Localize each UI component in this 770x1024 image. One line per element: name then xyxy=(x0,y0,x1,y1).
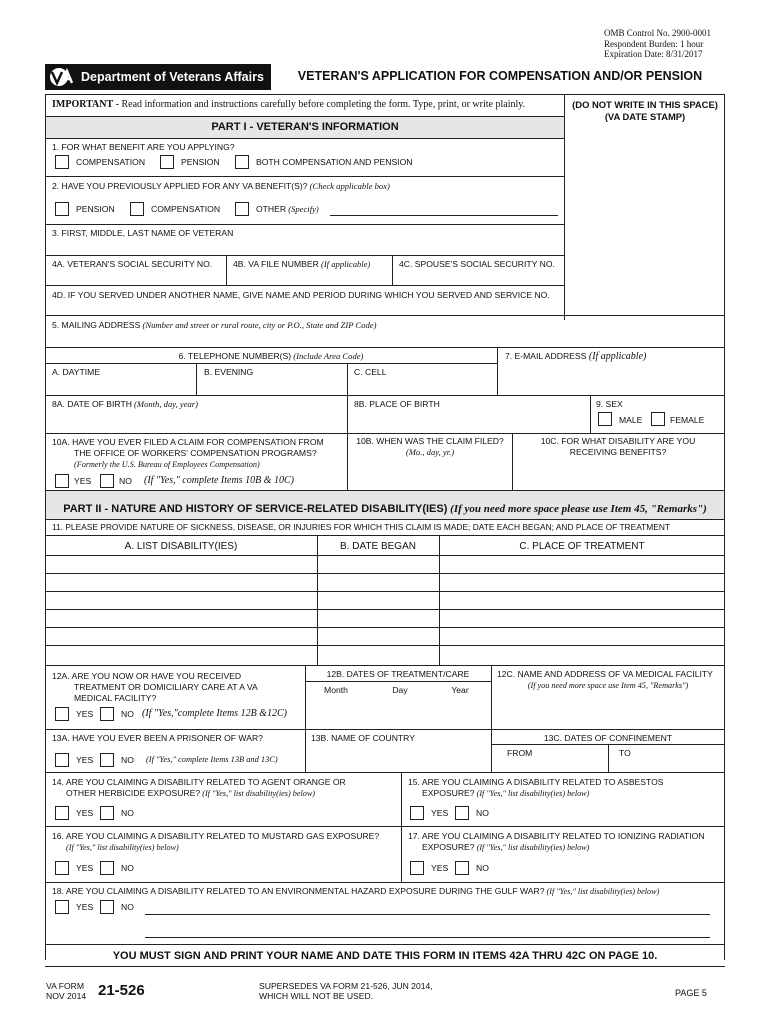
q17-yes-checkbox[interactable] xyxy=(410,861,424,875)
q2-other-note: (Specify) xyxy=(286,204,319,214)
col-list-disability: A. LIST DISABILITY(IES) xyxy=(124,541,238,552)
q7-label xyxy=(505,351,646,362)
va-date-stamp-area xyxy=(566,99,724,123)
q18-disability-line[interactable] xyxy=(145,937,710,938)
q15-no-checkbox[interactable] xyxy=(455,806,469,820)
important-label: IMPORTANT xyxy=(52,99,114,110)
q13b-label: 13B. NAME OF COUNTRY xyxy=(311,733,415,743)
va-seal-icon xyxy=(49,67,77,87)
q14-no-checkbox[interactable] xyxy=(100,806,114,820)
q17-note: (If "Yes," list disability(ies) below) xyxy=(474,843,590,852)
q10a-yes-checkbox[interactable] xyxy=(55,474,69,488)
q4a-label: 4A. VETERAN'S SOCIAL SECURITY NO. xyxy=(52,259,213,269)
q18-yes-checkbox[interactable] xyxy=(55,900,69,914)
q2-compensation-checkbox[interactable] xyxy=(130,202,144,216)
supersedes-line1: SUPERSEDES VA FORM 21-526, JUN 2014, xyxy=(259,981,433,991)
q16-line1: 16. ARE YOU CLAIMING A DISABILITY RELATED TO MUSTARD GAS EXPOSURE? xyxy=(52,831,380,841)
q5-note: (Number and street or rural route, city or P.O., State and ZIP Code) xyxy=(140,320,377,330)
q13c-from: FROM xyxy=(507,748,533,758)
q13a-note: (If "Yes," complete Items 13B and 13C) xyxy=(146,755,278,764)
q9-label: 9. SEX xyxy=(596,399,623,409)
form-date: NOV 2014 xyxy=(46,991,87,1001)
q4b-text: 4B. VA FILE NUMBER xyxy=(233,259,319,269)
q17-no-checkbox[interactable] xyxy=(455,861,469,875)
q12a-yes-checkbox[interactable] xyxy=(55,707,69,721)
q10a-no-label: NO xyxy=(119,476,132,486)
q9-female-checkbox[interactable] xyxy=(651,412,665,426)
col-date-began: B. DATE BEGAN xyxy=(340,541,416,552)
part1-title: PART I - VETERAN'S INFORMATION xyxy=(211,121,399,133)
q1-both-checkbox[interactable] xyxy=(235,155,249,169)
table-row[interactable] xyxy=(45,627,725,628)
q2-other-checkbox[interactable] xyxy=(235,202,249,216)
q12a-no-label: NO xyxy=(121,709,134,719)
q10a-no-checkbox[interactable] xyxy=(100,474,114,488)
q1-opt-both: BOTH COMPENSATION AND PENSION xyxy=(256,157,413,167)
q16-note: (If "Yes," list disability(ies) below) xyxy=(66,843,179,852)
q10a-label xyxy=(52,437,324,470)
q4b-label xyxy=(233,259,370,269)
q12c-note: (If you need more space use Item 45, "Remarks") xyxy=(527,681,689,690)
form-label: VA FORM xyxy=(46,981,85,991)
q15-line2: EXPOSURE? xyxy=(422,788,475,798)
q16-no-label: NO xyxy=(121,863,134,873)
q18-no-checkbox[interactable] xyxy=(100,900,114,914)
sign-notice: YOU MUST SIGN AND PRINT YOUR NAME AND DATE THIS FORM IN ITEMS 42A THRU 42C ON PAGE 10. xyxy=(112,950,658,962)
q14-line2: OTHER HERBICIDE EXPOSURE? xyxy=(66,788,201,798)
q2-opt-pension: PENSION xyxy=(76,204,115,214)
q17-yes-label: YES xyxy=(431,863,449,873)
agency-name: Department of Veterans Affairs xyxy=(81,70,264,84)
q6b-evening-label: B. EVENING xyxy=(204,367,254,377)
q1-opt-pension: PENSION xyxy=(181,157,220,167)
stamp-line-2: (VA DATE STAMP) xyxy=(604,111,686,122)
q12c-label: 12C. NAME AND ADDRESS OF VA MEDICAL FACILITY xyxy=(497,669,713,679)
q13a-yes-label: YES xyxy=(76,755,94,765)
q16-yes-label: YES xyxy=(76,863,94,873)
q10c-label xyxy=(512,436,724,458)
q4d-label: 4D. IF YOU SERVED UNDER ANOTHER NAME, GIVE NAME AND PERIOD DURING WHICH YOU SERVED AND SERVICE NO. xyxy=(52,290,550,300)
q10b-label xyxy=(348,436,512,458)
q4c-label: 4C. SPOUSE'S SOCIAL SECURITY NO. xyxy=(399,259,555,269)
q12a-line3: MEDICAL FACILITY? xyxy=(74,693,157,703)
q15-label xyxy=(408,777,664,799)
q7-text: 7. E-MAIL ADDRESS xyxy=(505,351,587,361)
va-header-banner xyxy=(45,64,271,90)
q15-note: (If "Yes," list disability(ies) below) xyxy=(474,789,590,798)
q6-label xyxy=(46,351,496,361)
q18-disability-line[interactable] xyxy=(145,914,710,915)
q3-label: 3. FIRST, MIDDLE, LAST NAME OF VETERAN xyxy=(52,228,234,238)
q10a-line2: THE OFFICE OF WORKERS' COMPENSATION PROGRAMS? xyxy=(74,448,317,458)
q10b-text: 10B. WHEN WAS THE CLAIM FILED? xyxy=(356,436,504,446)
q2-label xyxy=(52,181,390,191)
q2-note: (Check applicable box) xyxy=(307,181,390,191)
form-number: 21-526 xyxy=(98,982,145,999)
q6-note: (Include Area Code) xyxy=(291,351,364,361)
q3-name-field[interactable] xyxy=(46,240,564,254)
important-text: - Read information and instructions carefully before completing the form. Type, print, or write plainly. xyxy=(113,99,526,110)
table-row[interactable] xyxy=(45,645,725,646)
q8a-label xyxy=(52,399,198,409)
q10a-line1: 10A. HAVE YOU EVER FILED A CLAIM FOR COMPENSATION FROM xyxy=(52,437,324,447)
q17-no-label: NO xyxy=(476,863,489,873)
q13a-no-label: NO xyxy=(121,755,134,765)
q10a-yes-label: YES xyxy=(74,476,92,486)
q12b-year: Year xyxy=(451,685,469,695)
col-place-treatment: C. PLACE OF TREATMENT xyxy=(519,541,645,552)
q17-label xyxy=(408,831,705,853)
q8b-label: 8B. PLACE OF BIRTH xyxy=(354,399,440,409)
q12a-yes-label: YES xyxy=(76,709,94,719)
q4b-note: (If applicable) xyxy=(318,259,371,269)
q16-label xyxy=(52,831,379,853)
q1-pension-checkbox[interactable] xyxy=(160,155,174,169)
table-row[interactable] xyxy=(45,573,725,574)
q14-no-label: NO xyxy=(121,808,134,818)
q18-label xyxy=(52,886,659,896)
q12b-label: 12B. DATES OF TREATMENT/CARE xyxy=(326,669,470,679)
q13a-label: 13A. HAVE YOU EVER BEEN A PRISONER OF WAR? xyxy=(52,733,263,743)
q6a-daytime-label: A. DAYTIME xyxy=(52,367,101,377)
q1-compensation-checkbox[interactable] xyxy=(55,155,69,169)
omb-block xyxy=(604,28,711,60)
q1-opt-compensation: COMPENSATION xyxy=(76,157,146,167)
q2-opt-compensation: COMPENSATION xyxy=(151,204,221,214)
q18-no-label: NO xyxy=(121,902,134,912)
q10c-line1: 10C. FOR WHAT DISABILITY ARE YOU xyxy=(540,436,696,446)
q15-yes-checkbox[interactable] xyxy=(410,806,424,820)
q9-male-label: MALE xyxy=(619,415,643,425)
q16-yes-checkbox[interactable] xyxy=(55,861,69,875)
q10c-line2: RECEIVING BENEFITS? xyxy=(569,447,667,457)
q8a-note: (Month, day, year) xyxy=(131,399,199,409)
table-row[interactable] xyxy=(45,591,725,592)
q5-label xyxy=(52,320,376,330)
q5-text: 5. MAILING ADDRESS xyxy=(52,320,141,330)
q2-pension-checkbox[interactable] xyxy=(55,202,69,216)
omb-control: OMB Control No. 2900-0001 xyxy=(604,28,712,38)
q10b-note: (Mo., day, yr.) xyxy=(405,447,455,457)
q12b-day: Day xyxy=(392,685,408,695)
q12a-note: (If "Yes,"complete Items 12B &12C) xyxy=(142,708,287,719)
q14-label xyxy=(52,777,346,799)
q18-note: (If "Yes," list disability(ies) below) xyxy=(544,887,660,896)
q6-text: 6. TELEPHONE NUMBER(S) xyxy=(178,351,292,361)
q8a-text: 8A. DATE OF BIRTH xyxy=(52,399,132,409)
form-title: VETERAN'S APPLICATION FOR COMPENSATION AND/OR PENSION xyxy=(297,69,703,83)
part2-title-text: PART II - NATURE AND HISTORY OF SERVICE-RELATED DISABILITY(IES) xyxy=(63,503,448,515)
q13a-yes-checkbox[interactable] xyxy=(55,753,69,767)
q2-text: 2. HAVE YOU PREVIOUSLY APPLIED FOR ANY VA BENEFIT(S)? xyxy=(52,181,308,191)
q15-line1: 15. ARE YOU CLAIMING A DISABILITY RELATED TO ASBESTOS xyxy=(408,777,664,787)
q2-other-specify-line[interactable] xyxy=(330,215,558,216)
omb-burden: Respondent Burden: 1 hour xyxy=(604,38,704,49)
q12a-label xyxy=(52,671,258,704)
q9-male-checkbox[interactable] xyxy=(598,412,612,426)
stamp-line-1: (DO NOT WRITE IN THIS SPACE) xyxy=(572,99,718,110)
q6c-cell-label: C. CELL xyxy=(354,367,387,377)
part2-title xyxy=(46,499,724,517)
q13a-no-checkbox[interactable] xyxy=(100,753,114,767)
q2-other-label: OTHER xyxy=(256,204,287,214)
q12a-line1: 12A. ARE YOU NOW OR HAVE YOU RECEIVED xyxy=(52,671,242,681)
q15-no-label: NO xyxy=(476,808,489,818)
q18-yes-label: YES xyxy=(76,902,94,912)
q14-note: (If "Yes," list disability(ies) below) xyxy=(200,789,316,798)
q17-line2: EXPOSURE? xyxy=(422,842,475,852)
page-number: PAGE 5 xyxy=(675,988,707,998)
q9-female-label: FEMALE xyxy=(670,415,705,425)
q12a-no-checkbox[interactable] xyxy=(100,707,114,721)
q2-opt-other xyxy=(256,204,319,214)
q12a-line2: TREATMENT OR DOMICILIARY CARE AT A VA xyxy=(74,682,258,692)
q10a-note: (If "Yes," complete Items 10B & 10C) xyxy=(144,475,294,486)
form-id xyxy=(46,981,86,1001)
q13c-to: TO xyxy=(619,748,631,758)
q7-note: (If applicable) xyxy=(586,351,647,362)
q14-yes-label: YES xyxy=(76,808,94,818)
supersedes-line2: WHICH WILL NOT BE USED. xyxy=(259,991,374,1001)
q16-no-checkbox[interactable] xyxy=(100,861,114,875)
table-row[interactable] xyxy=(45,609,725,610)
part2-title-note: (If you need more space please use Item 45, "Remarks") xyxy=(447,503,707,515)
important-note xyxy=(52,99,525,110)
q17-line1: 17. ARE YOU CLAIMING A DISABILITY RELATED TO IONIZING RADIATION xyxy=(408,831,705,841)
supersedes-note xyxy=(259,981,433,1001)
q13c-label: 13C. DATES OF CONFINEMENT xyxy=(543,733,673,743)
q11-label: 11. PLEASE PROVIDE NATURE OF SICKNESS, DISEASE, OR INJURIES FOR WHICH THIS CLAIM IS MADE; DATE EACH BEGAN; AND PLACE OF TREATMENT xyxy=(52,522,670,532)
q14-line1: 14. ARE YOU CLAIMING A DISABILITY RELATED TO AGENT ORANGE OR xyxy=(52,777,346,787)
omb-expiration: Expiration Date: 8/31/2017 xyxy=(604,49,703,59)
q12b-month: Month xyxy=(324,685,348,695)
q18-text: 18. ARE YOU CLAIMING A DISABILITY RELATED TO AN ENVIRONMENTAL HAZARD EXPOSURE DURING THE GULF WAR? xyxy=(52,886,545,896)
q10a-line3: (Formerly the U.S. Bureau of Employees Compensation) xyxy=(74,460,260,469)
q1-label: 1. FOR WHAT BENEFIT ARE YOU APPLYING? xyxy=(52,142,235,152)
q14-yes-checkbox[interactable] xyxy=(55,806,69,820)
q15-yes-label: YES xyxy=(431,808,449,818)
